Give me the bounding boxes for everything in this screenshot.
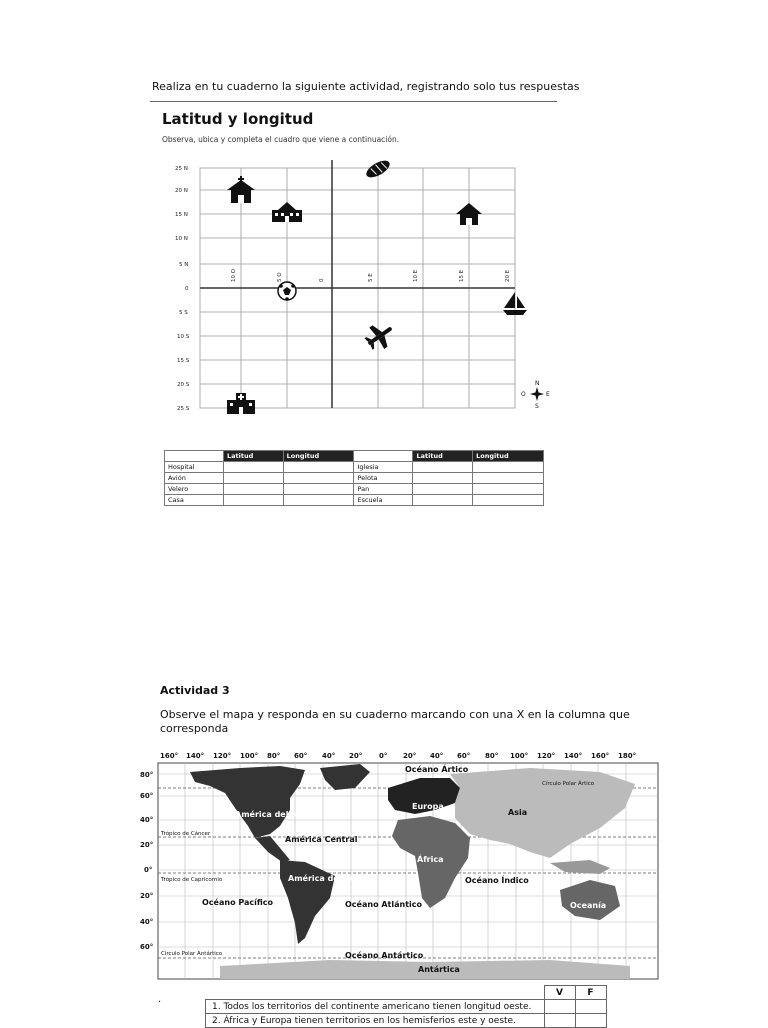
svg-text:180°: 180° xyxy=(618,752,637,760)
svg-text:E: E xyxy=(546,391,550,398)
svg-text:20°: 20° xyxy=(403,752,417,760)
answer-cell[interactable] xyxy=(544,1000,575,1014)
svg-text:20°: 20° xyxy=(140,841,154,849)
svg-text:Antártica: Antártica xyxy=(418,965,460,974)
svg-text:80°: 80° xyxy=(267,752,281,760)
svg-text:80°: 80° xyxy=(485,752,499,760)
table-header: Latitud xyxy=(224,451,284,462)
svg-text:Círculo Polar Antártico: Círculo Polar Antártico xyxy=(161,951,223,957)
world-map xyxy=(130,748,665,980)
svg-text:140°: 140° xyxy=(564,752,583,760)
svg-text:O: O xyxy=(521,391,526,398)
table-row: Velero Pan xyxy=(165,484,544,495)
activity-instruction: Observe el mapa y responda en su cuaderno marcando con una X en la columna que corresponda xyxy=(160,708,630,735)
table-row: 2. África y Europa tienen territorios en los hemisferios este y oeste. xyxy=(206,1014,607,1028)
compass-icon xyxy=(521,380,550,410)
y-label: 25 N xyxy=(175,166,188,172)
y-label: 10 S xyxy=(177,334,190,340)
svg-text:América del Sur: América del Sur xyxy=(288,874,360,883)
svg-text:Océano Antártico: Océano Antártico xyxy=(345,951,424,960)
y-label: 10 N xyxy=(175,236,188,242)
hospital-icon xyxy=(227,393,255,414)
table-header: Longitud xyxy=(473,451,544,462)
x-label: 10 E xyxy=(413,269,419,282)
ball-icon xyxy=(278,282,296,301)
table-header: V xyxy=(544,986,575,1000)
activity-instruction: Realiza en tu cuaderno la siguiente actividad, registrando solo tus respuestas xyxy=(152,80,580,93)
svg-text:140°: 140° xyxy=(186,752,205,760)
house-icon xyxy=(456,203,482,225)
y-label: 20 N xyxy=(175,188,188,194)
church-icon xyxy=(227,176,255,203)
svg-text:40°: 40° xyxy=(430,752,444,760)
svg-text:40°: 40° xyxy=(140,918,154,926)
svg-text:Oceanía: Oceanía xyxy=(570,901,607,910)
table-row: Hospital Iglesia xyxy=(165,462,544,473)
table-header xyxy=(165,451,224,462)
svg-text:60°: 60° xyxy=(140,792,154,800)
answer-cell[interactable] xyxy=(575,1014,606,1028)
svg-text:80°: 80° xyxy=(140,771,154,779)
true-false-table xyxy=(205,985,607,1028)
svg-text:Océano Ártico: Océano Ártico xyxy=(405,765,469,774)
y-label: 15 S xyxy=(177,358,190,364)
activity-title: Actividad 3 xyxy=(160,684,230,697)
svg-text:América del Norte: América del Norte xyxy=(235,810,317,819)
svg-text:120°: 120° xyxy=(537,752,556,760)
coordinates-table xyxy=(164,450,544,506)
svg-text:Trópico de Cáncer: Trópico de Cáncer xyxy=(161,831,211,837)
svg-text:60°: 60° xyxy=(457,752,471,760)
answer-cell[interactable] xyxy=(544,1014,575,1028)
svg-text:Trópico de Capricornio: Trópico de Capricornio xyxy=(161,877,223,883)
svg-text:Océano Índico: Océano Índico xyxy=(465,876,529,885)
svg-text:Océano Pacífico: Océano Pacífico xyxy=(202,898,274,907)
y-label: 20 S xyxy=(177,382,190,388)
svg-text:S: S xyxy=(535,403,539,410)
answer-cell[interactable] xyxy=(575,1000,606,1014)
x-label: 10 O xyxy=(231,268,237,282)
y-label: 5 S xyxy=(179,310,188,316)
svg-text:Océano Atlántico: Océano Atlántico xyxy=(345,900,422,909)
svg-text:60°: 60° xyxy=(140,943,154,951)
svg-text:África: África xyxy=(417,855,444,864)
x-label: 15 E xyxy=(459,269,465,282)
svg-text:100°: 100° xyxy=(240,752,259,760)
table-header: F xyxy=(575,986,606,1000)
svg-text:100°: 100° xyxy=(510,752,529,760)
y-label: 5 N xyxy=(179,262,189,268)
svg-text:40°: 40° xyxy=(322,752,336,760)
y-label: 15 N xyxy=(175,212,188,218)
svg-text:N: N xyxy=(535,380,540,387)
x-label: 0 xyxy=(319,278,325,282)
bullet-dot: . xyxy=(158,994,162,1005)
svg-text:Círculo Polar Ártico: Círculo Polar Ártico xyxy=(542,781,595,787)
divider xyxy=(150,101,557,102)
table-header: Longitud xyxy=(283,451,354,462)
svg-text:40°: 40° xyxy=(140,816,154,824)
school-icon xyxy=(272,202,302,222)
svg-text:América Central: América Central xyxy=(285,835,358,844)
svg-text:20°: 20° xyxy=(140,892,154,900)
page-title: Latitud y longitud xyxy=(162,110,314,128)
x-label: 20 E xyxy=(505,269,511,282)
svg-text:Europa: Europa xyxy=(412,802,444,811)
svg-text:160°: 160° xyxy=(160,752,179,760)
y-label: 25 S xyxy=(177,406,190,412)
table-row: 1. Todos los territorios del continente americano tienen longitud oeste. xyxy=(206,1000,607,1014)
sailboat-icon xyxy=(503,292,527,315)
svg-text:160°: 160° xyxy=(591,752,610,760)
table-header xyxy=(354,451,413,462)
page-subtitle: Observa, ubica y completa el cuadro que viene a continuación. xyxy=(162,135,400,144)
svg-text:60°: 60° xyxy=(294,752,308,760)
x-label: 5 E xyxy=(368,273,374,282)
table-header xyxy=(206,986,545,1000)
table-row: Avión Pelota xyxy=(165,473,544,484)
y-label: 0 xyxy=(185,286,189,292)
table-header: Latitud xyxy=(413,451,473,462)
svg-text:0°: 0° xyxy=(144,866,153,874)
coordinate-grid xyxy=(165,160,565,415)
table-row: Casa Escuela xyxy=(165,495,544,506)
x-label: 5 O xyxy=(277,272,283,282)
svg-text:20°: 20° xyxy=(349,752,363,760)
svg-text:Asia: Asia xyxy=(508,808,528,817)
svg-text:120°: 120° xyxy=(213,752,232,760)
svg-text:0°: 0° xyxy=(379,752,388,760)
